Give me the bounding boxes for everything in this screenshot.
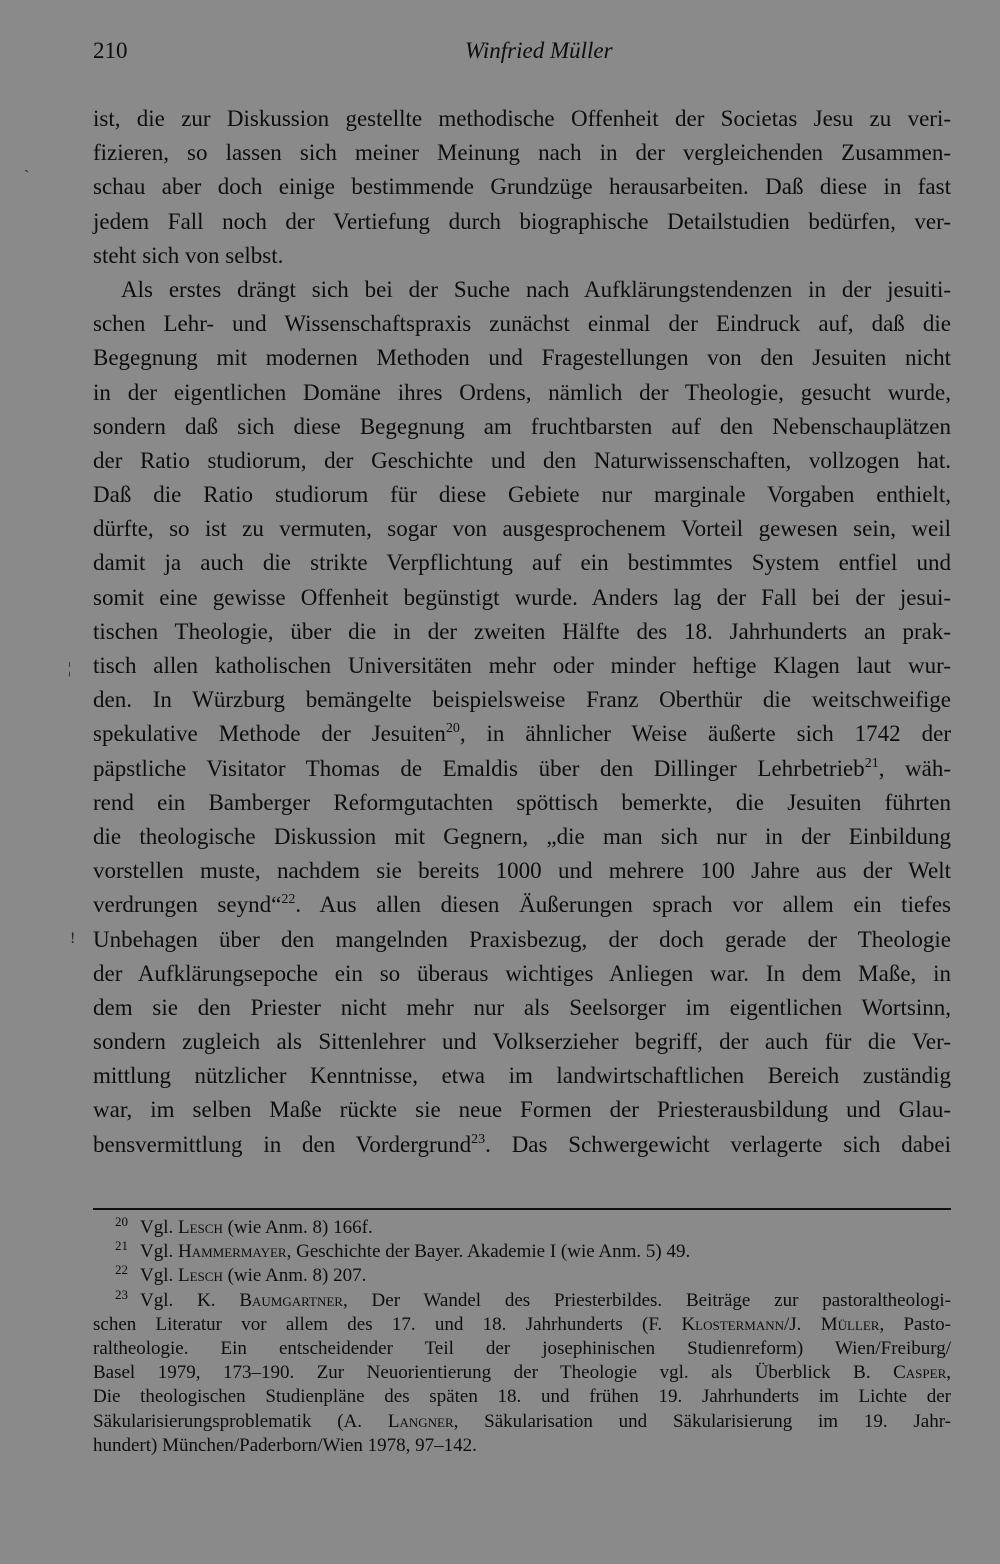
text-line: damit ja auch die strikte Verpflichtung auf ein bestimmtes System entfiel und xyxy=(93,550,951,576)
cited-author: Langner xyxy=(387,1410,454,1432)
footnote-21 xyxy=(93,1240,951,1264)
footnote-text: Vgl. xyxy=(140,1265,178,1287)
text-line: ist, die zur Diskussion gestellte methodische Offenheit der Societas Jesu zu veri- xyxy=(93,106,951,131)
footnote-20 xyxy=(93,1216,951,1240)
text-line xyxy=(93,1128,951,1162)
text-line: Als erstes drängt sich bei der Suche nach Aufklärungstendenzen in der jesuiti- xyxy=(121,276,951,302)
page-header xyxy=(93,36,952,68)
footnote-number: 22 xyxy=(115,1262,128,1278)
text-segment: verdrungen seynd“ xyxy=(93,892,282,918)
text-line: die theologische Diskussion mit Gegnern, „die man sich nur in der Einbildung xyxy=(93,823,951,849)
scan-speck: ! xyxy=(70,930,76,947)
text-segment: päpstliche Visitator Thomas de Emaldis über den Dillinger Lehrbetrieb xyxy=(93,755,865,781)
cited-author: Lesch xyxy=(178,1265,223,1287)
cited-author: Casper xyxy=(893,1362,947,1384)
text-line: sondern zugleich als Sittenlehrer und Volkserzieher begriff, der auch für die Ver- xyxy=(93,1029,951,1055)
footnote-text: Vgl. xyxy=(140,1241,178,1263)
footnote-text: Vgl. K. xyxy=(140,1289,240,1311)
main-text xyxy=(93,102,951,1162)
footnote-23-line xyxy=(93,1313,951,1337)
footnote-23-line: Die theologischen Studienpläne des späten 18. und frühen 19. Jahrhunderts im Lichte der xyxy=(93,1386,951,1408)
text-line xyxy=(93,888,951,922)
text-segment: . Das Schwergewicht verlagerte sich dabei xyxy=(485,1131,951,1157)
footnote-text: , Säkularisation und Säkularisierung im 19. Jahr- xyxy=(453,1410,951,1432)
footnote-text: /J. xyxy=(784,1313,821,1335)
footnote-text: , Der Wandel des Priesterbildes. Beiträge zur pastoraltheologi- xyxy=(342,1289,951,1311)
scan-speck: ¦ xyxy=(68,660,72,677)
footnote-23-line xyxy=(93,1361,951,1385)
text-line: Begegnung mit modernen Methoden und Fragestellungen von den Jesuiten nicht xyxy=(93,345,951,371)
footnote-divider xyxy=(93,1208,951,1210)
text-line: tischen Theologie, über die in der zweiten Hälfte des 18. Jahrhunderts an prak- xyxy=(93,618,951,644)
text-segment: . Aus allen diesen Äußerungen sprach vor allem ein tiefes xyxy=(295,892,951,918)
text-line: sondern daß sich diese Begegnung am fruchtbarsten auf den Nebenschauplätzen xyxy=(93,413,951,439)
scan-speck: ` xyxy=(24,168,30,185)
text-line xyxy=(93,717,951,751)
text-line: vorstellen muste, nachdem sie bereits 1000 und mehrere 100 Jahre aus der Welt xyxy=(93,858,951,884)
text-line: schau aber doch einige bestimmende Grundzüge herausarbeiten. Daß diese in fast xyxy=(93,174,951,200)
footnote-23-line: hundert) München/Paderborn/Wien 1978, 97–142. xyxy=(93,1434,477,1456)
text-line: steht sich von selbst. xyxy=(93,242,284,268)
footnote-text: Vgl. xyxy=(140,1217,178,1238)
text-line: Unbehagen über den mangelnden Praxisbezug, der doch gerade der Theologie xyxy=(93,926,951,952)
footnote-ref-21[interactable]: 21 xyxy=(864,755,879,771)
text-line: Daß die Ratio studiorum für diese Gebiete nur marginale Vorgaben enthielt, xyxy=(93,482,951,508)
text-segment: spekulative Methode der Jesuiten xyxy=(93,721,446,747)
text-line: dem sie den Priester nicht mehr nur als Seelsorger im eigentlichen Wortsinn, xyxy=(93,994,951,1020)
footnote-23-line: raltheologie. Ein entscheidender Teil der josephinischen Studienreform) Wien/Freiburg/ xyxy=(93,1337,951,1359)
text-line: jedem Fall noch der Vertiefung durch biographische Detailstudien bedürfen, ver- xyxy=(93,208,951,234)
cited-author: Lesch xyxy=(178,1217,223,1238)
footnote-text: Basel 1979, 173–190. Zur Neuorientierung der Theologie vgl. als Überblick B. xyxy=(93,1362,894,1384)
text-line: der Aufklärungsepoche ein so überaus wichtiges Anliegen war. In dem Maße, in xyxy=(93,960,951,986)
text-line: fizieren, so lassen sich meiner Meinung nach in der vergleichenden Zusammen- xyxy=(93,140,951,166)
footnote-number: 20 xyxy=(115,1214,128,1229)
footnote-text: schen Literatur vor allem des 17. und 18. Jahrhunderts (F. xyxy=(93,1313,682,1335)
footnote-ref-23[interactable]: 23 xyxy=(471,1131,486,1147)
cited-author: Hammermayer xyxy=(178,1241,287,1263)
text-line: war, im selben Maße rückte sie neue Formen der Priesterausbildung und Glau- xyxy=(93,1097,951,1123)
footnote-23 xyxy=(93,1286,951,1313)
footnote-text: , Geschichte der Bayer. Akademie I (wie Anm. 5) 49. xyxy=(286,1241,691,1263)
text-segment: bensvermittlung in den Vordergrund xyxy=(93,1131,472,1157)
text-line: der Ratio studiorum, der Geschichte und den Naturwissenschaften, vollzogen hat. xyxy=(93,447,951,473)
footnote-text: Säkularisierungsproblematik (A. xyxy=(93,1410,388,1432)
footnote-ref-22[interactable]: 22 xyxy=(281,892,296,908)
text-line xyxy=(93,752,951,786)
footnote-22 xyxy=(93,1264,951,1288)
footnote-text: , Pasto- xyxy=(879,1313,951,1335)
text-line: dürfte, so ist zu vermuten, sogar von ausgesprochenem Vorteil gewesen sein, weil xyxy=(93,516,951,542)
footnote-number: 23 xyxy=(115,1286,128,1302)
running-head-author: Winfried Müller xyxy=(465,38,613,63)
footnote-text: (wie Anm. 8) 207. xyxy=(222,1265,367,1287)
footnote-ref-20[interactable]: 20 xyxy=(445,721,460,737)
text-line: tisch allen katholischen Universitäten mehr oder minder heftige Klagen laut wur- xyxy=(93,653,951,678)
text-line: rend ein Bamberger Reformgutachten spöttisch bemerkte, die Jesuiten führten xyxy=(93,789,951,815)
text-line: den. In Würzburg bemängelte beispielsweise Franz Oberthür die weitschweifige xyxy=(93,687,951,713)
text-line: mittlung nützlicher Kenntnisse, etwa im landwirtschaftlichen Bereich zuständig xyxy=(93,1063,951,1089)
footnote-23-line xyxy=(93,1410,951,1434)
text-line: somit eine gewisse Offenheit begünstigt wurde. Anders lag der Fall bei der jesui- xyxy=(93,584,951,610)
footnote-text: (wie Anm. 8) 166f. xyxy=(222,1217,373,1238)
text-segment: , wäh- xyxy=(878,755,951,781)
footnote-text: , xyxy=(946,1362,951,1384)
text-line: schen Lehr- und Wissenschaftspraxis zunächst einmal der Eindruck auf, daß die xyxy=(93,311,951,337)
cited-author: Klostermann xyxy=(681,1313,784,1335)
text-line: in der eigentlichen Domäne ihres Ordens, nämlich der Theologie, gesucht wurde, xyxy=(93,379,951,405)
cited-author: Müller xyxy=(820,1313,880,1335)
footnotes xyxy=(93,1216,951,1458)
footnote-number: 21 xyxy=(115,1238,128,1254)
page-number: 210 xyxy=(93,38,128,63)
cited-author: Baumgartner xyxy=(239,1289,343,1311)
text-segment: , in ähnlicher Weise äußerte sich 1742 der xyxy=(459,721,951,747)
